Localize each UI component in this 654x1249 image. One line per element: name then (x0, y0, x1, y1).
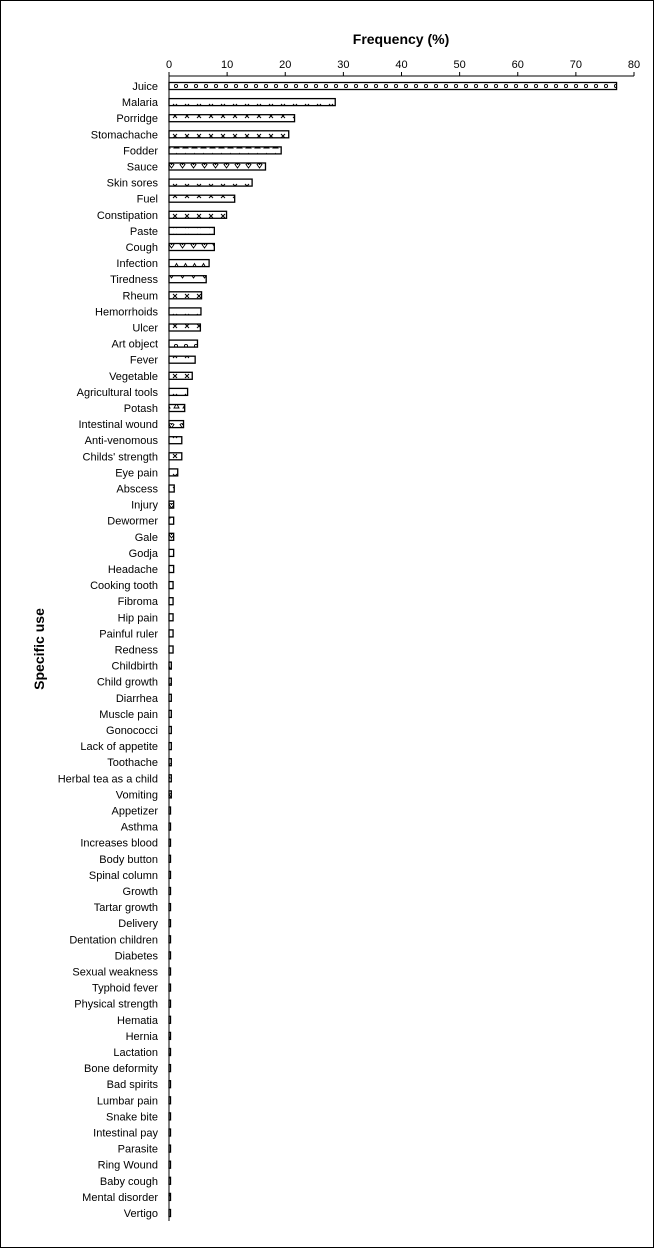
category-label: Fibroma (117, 596, 158, 609)
category-label: Painful ruler (99, 628, 158, 641)
x-tick-label: 60 (511, 59, 524, 71)
bar (169, 195, 235, 202)
category-label: Sexual weakness (72, 966, 158, 979)
category-label: Snake bite (106, 1111, 158, 1124)
bar (169, 453, 182, 460)
bar (169, 356, 195, 363)
category-label: Vertigo (123, 1208, 158, 1220)
bar (169, 179, 252, 186)
bar (169, 244, 214, 251)
category-label: Ulcer (132, 322, 158, 335)
category-label: Growth (122, 886, 158, 898)
category-label: Baby cough (99, 1175, 158, 1188)
category-label: Hematia (117, 1014, 158, 1027)
bar (169, 340, 197, 347)
bar-chart (1, 1, 654, 1249)
bar (169, 276, 206, 283)
bar (169, 501, 174, 508)
category-label: Typhoid fever (91, 982, 158, 995)
category-label: Rheum (122, 290, 158, 303)
category-label: Intestinal wound (78, 419, 158, 432)
category-label: Sauce (126, 161, 158, 174)
category-label: Spinal column (88, 869, 158, 882)
category-label: Paste (129, 225, 158, 238)
x-tick-label: 80 (627, 59, 641, 71)
category-label: Porridge (116, 113, 158, 126)
category-label: Appetizer (111, 805, 158, 818)
x-tick-label: 40 (395, 59, 408, 71)
category-label: Fodder (123, 145, 158, 158)
category-label: Godja (128, 547, 158, 560)
bar (169, 372, 192, 379)
category-label: Diabetes (114, 950, 158, 963)
x-tick-label: 50 (453, 59, 466, 71)
category-label: Potash (123, 403, 158, 415)
bar (169, 517, 174, 524)
category-label: Gale (134, 531, 158, 544)
bar (169, 292, 202, 299)
x-axis (166, 59, 640, 76)
category-label: Abscess (116, 483, 158, 496)
bar (169, 598, 173, 605)
bar (169, 324, 200, 331)
category-label: Cooking tooth (90, 580, 158, 593)
category-label: Agricultural tools (76, 386, 158, 399)
x-tick-label: 10 (221, 59, 234, 71)
category-label: Ring Wound (97, 1159, 158, 1172)
bar (169, 163, 265, 170)
category-label: Dewormer (107, 515, 158, 528)
category-label: Toothache (107, 757, 158, 770)
category-label: Constipation (96, 209, 158, 222)
bar (169, 549, 174, 556)
category-label: Redness (114, 644, 158, 657)
category-label: Juice (132, 81, 158, 93)
category-label: Gonococci (106, 725, 158, 737)
category-label: Body button (99, 853, 158, 866)
x-tick-label: 20 (279, 59, 292, 71)
category-label: Muscle pain (99, 708, 158, 721)
bar (169, 308, 201, 315)
category-label: Hemorrhoids (95, 306, 158, 319)
x-tick-label: 30 (337, 59, 350, 71)
category-label: Child growth (96, 676, 158, 689)
bar-series (169, 83, 617, 1217)
category-label: Lumbar pain (96, 1095, 158, 1108)
category-label: Art object (111, 338, 158, 351)
category-label: Delivery (118, 918, 158, 931)
category-label: Cough (125, 242, 158, 254)
category-label: Mental disorder (82, 1191, 158, 1204)
category-label: Dentation children (69, 934, 158, 947)
category-label: Vomiting (115, 789, 158, 802)
category-label: Eye pain (115, 467, 158, 480)
category-label: Herbal tea as a child (57, 773, 158, 786)
category-label: Lack of appetite (80, 741, 158, 754)
category-label: Tiredness (110, 274, 158, 287)
category-label: Stomachache (90, 129, 158, 142)
bar (169, 630, 173, 637)
bar (169, 260, 209, 267)
category-label: Anti-venomous (84, 435, 158, 448)
category-label: Physical strength (74, 998, 158, 1011)
category-label: Vegetable (109, 370, 158, 383)
bar (169, 614, 173, 621)
category-label: Childs' strength (82, 451, 158, 464)
category-label: Fuel (136, 193, 158, 206)
y-axis-title: Specific use (31, 608, 47, 690)
bar (169, 405, 185, 412)
category-label: Headache (107, 564, 158, 576)
category-label: Increases blood (80, 837, 158, 850)
bar (169, 83, 617, 90)
category-label: Malaria (121, 97, 158, 110)
bar (169, 646, 173, 653)
category-label: Asthma (120, 821, 158, 834)
category-label: Bad spirits (106, 1079, 158, 1092)
category-label: Skin sores (106, 177, 158, 190)
category-label: Tartar growth (93, 902, 158, 915)
category-label: Injury (131, 499, 158, 512)
bar (169, 227, 214, 234)
bar (169, 147, 281, 154)
category-label: Childbirth (111, 660, 158, 673)
x-tick-label: 70 (569, 59, 582, 71)
x-tick-label: 0 (165, 59, 173, 71)
bar (169, 131, 289, 138)
category-label: Intestinal pay (93, 1127, 158, 1140)
bar (169, 115, 295, 122)
bar (169, 211, 227, 218)
category-label: Diarrhea (115, 692, 158, 705)
bar (169, 469, 178, 476)
bar (169, 421, 184, 428)
category-label: Fever (129, 354, 158, 367)
bar (169, 99, 335, 106)
chart-title: Frequency (%) (352, 31, 450, 47)
bar (169, 582, 173, 589)
bar (169, 485, 174, 492)
bar (169, 566, 174, 573)
bar (169, 437, 182, 444)
category-label: Hernia (125, 1030, 158, 1043)
category-label: Hip pain (117, 612, 158, 625)
category-label: Infection (116, 258, 158, 271)
category-label: Parasite (117, 1143, 158, 1156)
category-label: Bone deformity (84, 1063, 158, 1076)
bar (169, 533, 174, 540)
bar (169, 388, 188, 395)
category-label: Lactation (113, 1047, 158, 1059)
y-axis-categories (58, 81, 159, 1220)
